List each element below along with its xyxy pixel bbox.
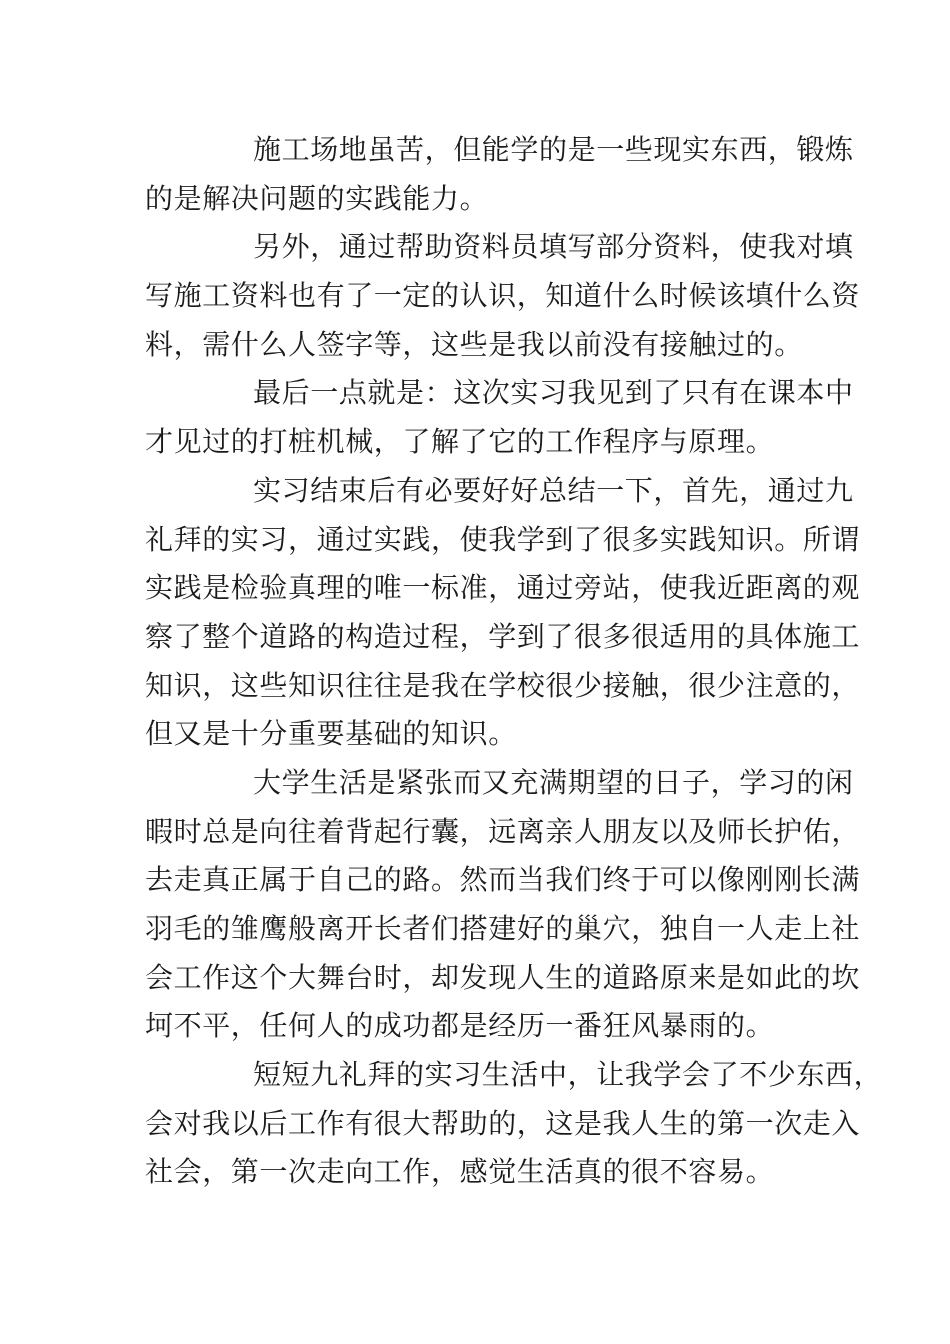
paragraph-line: 实践是检验真理的唯一标准，通过旁站，使我近距离的观 bbox=[145, 571, 861, 605]
paragraph-line: 去走真正属于自己的路。然而当我们终于可以像刚刚长满 bbox=[145, 863, 861, 897]
paragraph-line: 羽毛的雏鹰般离开长者们搭建好的巢穴，独自一人走上社 bbox=[145, 912, 861, 945]
paragraph-6 bbox=[145, 1051, 883, 1197]
paragraph-line: 暇时总是向往着背起行囊，远离亲人朋友以及师长护佑， bbox=[145, 814, 861, 848]
paragraph-line: 料，需什么人签字等，这些是我以前没有接触过的。 bbox=[145, 327, 803, 361]
paragraph-2 bbox=[145, 223, 861, 369]
paragraph-1 bbox=[145, 126, 854, 223]
paragraph-line: 写施工资料也有了一定的认识，知道什么时候该填什么资 bbox=[145, 279, 861, 313]
paragraph-line: 的是解决问题的实践能力。 bbox=[145, 181, 489, 215]
paragraph-line: 另外，通过帮助资料员填写部分资料，使我对填 bbox=[253, 230, 854, 264]
paragraph-line: 才见过的打桩机械，了解了它的工作程序与原理。 bbox=[145, 425, 775, 459]
paragraph-line: 短短九礼拜的实习生活中，让我学会了不少东西， bbox=[253, 1058, 883, 1092]
paragraph-line: 知识，这些知识往往是我在学校很少接触，很少注意的， bbox=[145, 668, 861, 702]
paragraph-line: 察了整个道路的构造过程，学到了很多很适用的具体施工 bbox=[145, 619, 861, 653]
paragraph-line: 施工场地虽苦，但能学的是一些现实东西，锻炼 bbox=[253, 133, 854, 166]
paragraph-line: 坷不平，任何人的成功都是经历一番狂风暴雨的。 bbox=[145, 1009, 775, 1043]
paragraph-line: 大学生活是紧张而又充满期望的日子，学习的闲 bbox=[253, 765, 854, 799]
paragraph-line: 礼拜的实习，通过实践，使我学到了很多实践知识。所谓 bbox=[145, 522, 861, 556]
paragraph-line: 社会，第一次走向工作，感觉生活真的很不容易。 bbox=[145, 1155, 775, 1189]
paragraph-line: 但又是十分重要基础的知识。 bbox=[145, 717, 517, 751]
paragraph-3 bbox=[145, 369, 854, 466]
paragraph-line: 实习结束后有必要好好总结一下，首先，通过九 bbox=[253, 473, 854, 507]
paragraph-4 bbox=[145, 467, 861, 759]
paragraph-line: 会对我以后工作有很大帮助的，这是我人生的第一次走入 bbox=[145, 1106, 861, 1140]
paragraph-line: 会工作这个大舞台时，却发现人生的道路原来是如此的坎 bbox=[145, 960, 861, 994]
document-body bbox=[145, 126, 883, 1197]
paragraph-line: 最后一点就是：这次实习我见到了只有在课本中 bbox=[253, 376, 854, 410]
paragraph-5 bbox=[145, 759, 861, 1051]
